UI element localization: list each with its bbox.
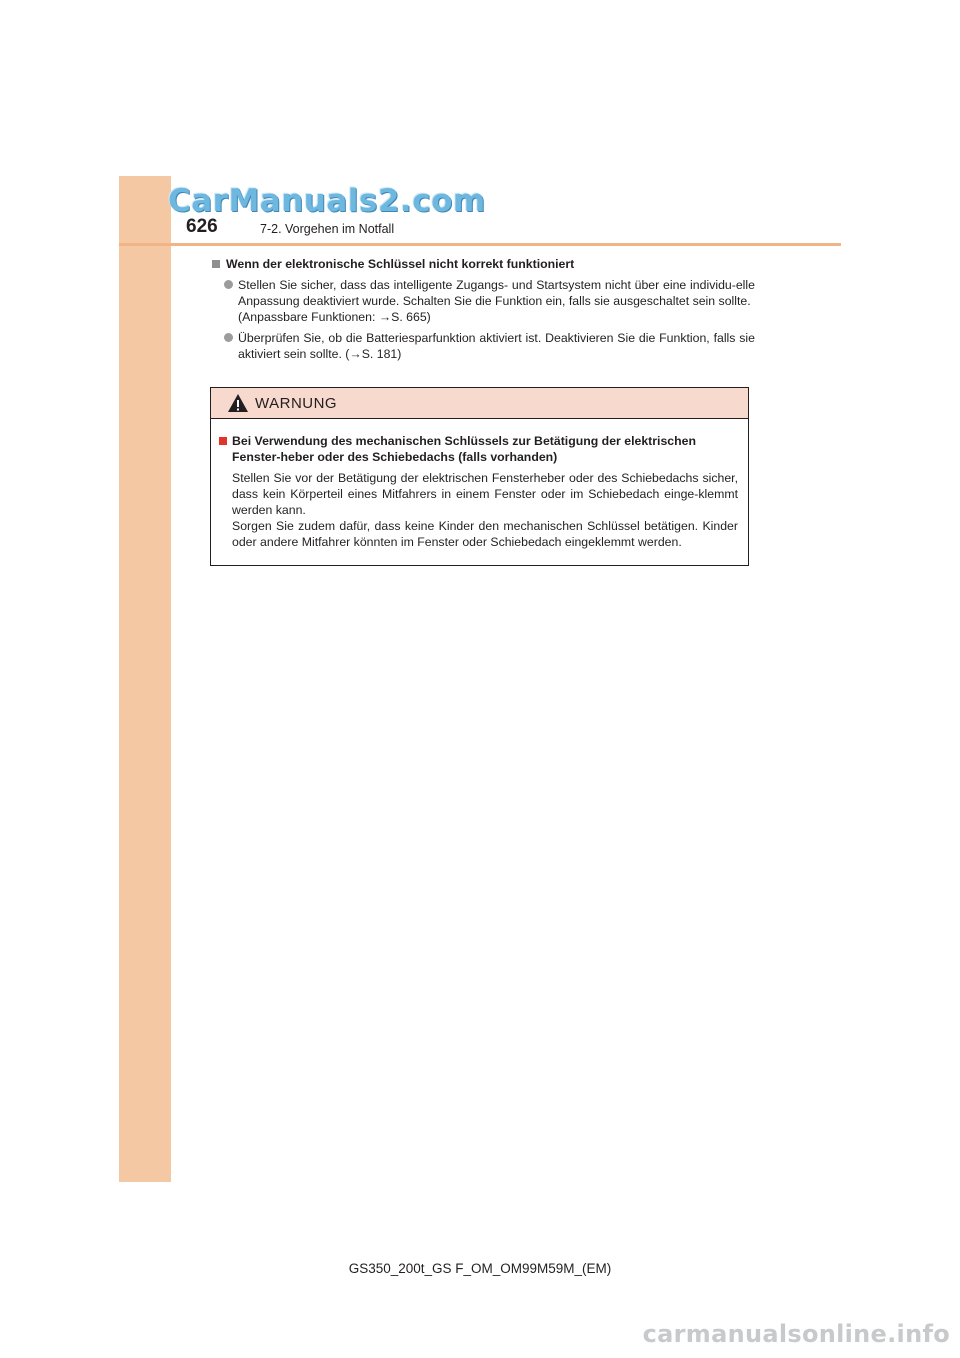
warning-header: [211, 388, 748, 419]
subheading-text: Wenn der elektronische Schlüssel nicht korrekt funktioniert: [226, 257, 575, 271]
warning-paragraph: Sorgen Sie zudem dafür, dass keine Kinder den mechanischen Schlüssel betätigen. Kinder oder andere Mitfahrer könnten im Fenster oder Schiebedach eingeklemmt werden.: [232, 519, 738, 549]
bullet-note: (Anpassbare Funktionen: →S. 665): [238, 310, 431, 324]
page-number: 626: [186, 216, 218, 237]
list-item: [224, 277, 755, 325]
round-bullet-icon: [224, 280, 233, 289]
bullet-text: Überprüfen Sie, ob die Batteriesparfunktion aktiviert ist. Deaktivieren Sie die Funktion, falls sie aktiviert sein sollte. (→S. 181): [238, 331, 755, 361]
round-bullet-icon: [224, 333, 233, 342]
warning-title: WARNUNG: [255, 394, 338, 412]
section-title: 7-2. Vorgehen im Notfall: [260, 222, 395, 236]
list-item: [224, 330, 755, 362]
warning-paragraph: Stellen Sie vor der Betätigung der elektrischen Fensterheber oder des Schiebedachs sicher, dass kein Körperteil eines Mitfahrers in einem Fenster oder im Schiebedach einge-klemmt werden kann.: [232, 471, 738, 517]
bullet-text: Stellen Sie sicher, dass das intelligente Zugangs- und Startsystem nicht über eine individu-elle Anpassung deaktiviert wurde. Schalten Sie die Funktion ein, falls sie ausgeschaltet sein sollte.: [238, 278, 755, 308]
subheading: [210, 256, 755, 272]
watermark-footer: carmanualsonline.info: [642, 1320, 950, 1348]
watermark-logo: CarManuals2.com: [168, 183, 486, 219]
red-square-icon: [219, 437, 227, 445]
side-strip: [119, 176, 171, 1182]
warning-body: [211, 419, 748, 550]
warning-subheading: [219, 433, 738, 465]
main-content: [210, 256, 755, 362]
warning-text: [232, 470, 738, 550]
warning-box: [210, 387, 749, 566]
warning-subheading-text: Bei Verwendung des mechanischen Schlüssels zur Betätigung der elektrischen Fenster-heber oder des Schiebedachs (falls vorhanden): [232, 434, 697, 464]
warning-triangle-icon: [227, 393, 249, 413]
header-rule: [119, 243, 841, 246]
footer-code: GS350_200t_GS F_OM_OM99M59M_(EM): [348, 1261, 612, 1276]
square-bullet-icon: [212, 260, 220, 268]
